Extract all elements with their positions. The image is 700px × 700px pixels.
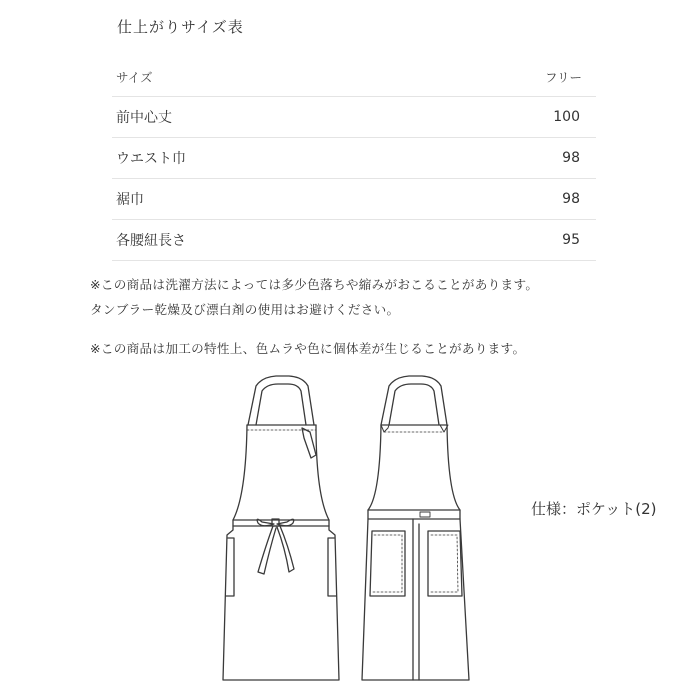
- size-chart-title: 仕上がりサイズ表: [117, 18, 244, 36]
- row-value: 98: [456, 179, 596, 220]
- apron-back-drawing: [362, 376, 469, 680]
- header-label: サイズ: [112, 58, 456, 97]
- row-label: 各腰紐長さ: [112, 220, 456, 261]
- care-note: ※この商品は洗濯方法によっては多少色落ちや縮みがおこることがあります。: [90, 277, 539, 292]
- row-value: 100: [456, 97, 596, 138]
- row-value: 98: [456, 138, 596, 179]
- spec-label: 仕様：ポケット(2): [531, 500, 657, 518]
- apron-front-drawing: [223, 376, 339, 680]
- row-label: 裾巾: [112, 179, 456, 220]
- row-value: 95: [456, 220, 596, 261]
- row-label: ウエスト巾: [112, 138, 456, 179]
- header-value: フリー: [456, 58, 596, 97]
- row-label: 前中心丈: [112, 97, 456, 138]
- care-note: タンブラー乾燥及び漂白剤の使用はお避けください。: [90, 302, 400, 317]
- care-note: ※この商品は加工の特性上、色ムラや色に個体差が生じることがあります。: [90, 341, 526, 356]
